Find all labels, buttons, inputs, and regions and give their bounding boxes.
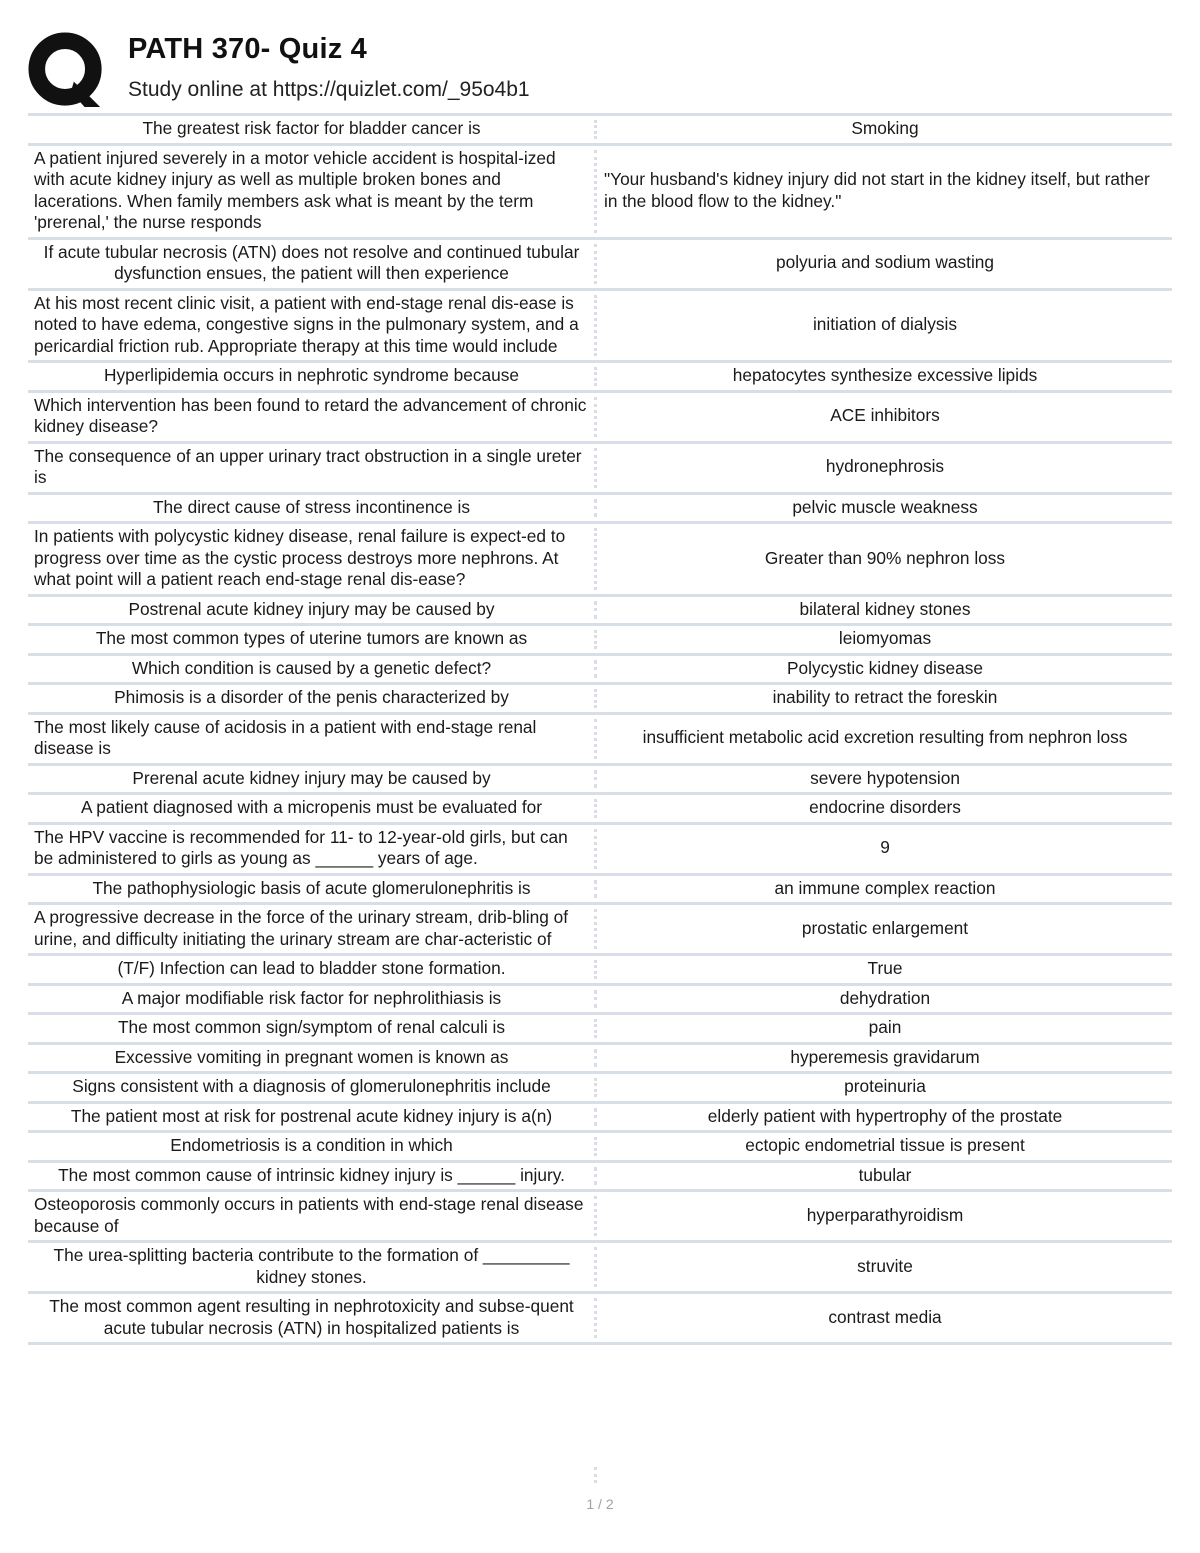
card-definition: tubular [858, 1164, 912, 1185]
card-definition: leiomyomas [838, 628, 932, 648]
card-definition: Greater than 90% nephron loss [764, 547, 1006, 568]
card-definition: endocrine disorders [809, 797, 961, 817]
card-row [28, 626, 1172, 656]
card-term: A patient diagnosed with a micropenis must be evaluated for [80, 797, 543, 817]
card-row [28, 495, 1172, 525]
card-row [28, 1133, 1172, 1163]
card-definition: proteinuria [844, 1076, 926, 1096]
card-row [28, 766, 1172, 796]
card-row [28, 956, 1172, 986]
card-definition: hepatocytes synthesize excessive lipids [732, 365, 1038, 385]
card-row [28, 393, 1172, 444]
card-definition: 9 [880, 837, 890, 858]
card-term: The HPV vaccine is recommended for 11- to 12-year-old girls, but can be administered to girls as young as ______ years of age. [34, 826, 568, 868]
card-row [28, 986, 1172, 1016]
card-row [28, 291, 1172, 364]
card-term: The pathophysiologic basis of acute glomerulonephritis is [92, 877, 531, 898]
page-header [28, 28, 1178, 108]
card-definition: initiation of dialysis [812, 314, 958, 334]
card-row [28, 240, 1172, 291]
card-term: The most likely cause of acidosis in a patient with end-stage renal disease is [34, 716, 537, 758]
card-row [28, 715, 1172, 766]
card-definition: True [867, 958, 903, 978]
card-definition: prostatic enlargement [801, 917, 969, 938]
card-term: (T/F) Infection can lead to bladder stone formation. [117, 958, 506, 978]
card-definition: struvite [857, 1255, 913, 1276]
card-row [28, 597, 1172, 627]
card-definition: "Your husband's kidney injury did not start in the kidney itself, but rather in the blood flow to the kidney." [604, 169, 1150, 211]
card-term: The most common types of uterine tumors are known as [95, 628, 528, 648]
flashcard-table [28, 113, 1172, 1345]
card-term: Postrenal acute kidney injury may be caused by [128, 598, 495, 619]
card-term: The most common sign/symptom of renal calculi is [117, 1017, 506, 1037]
card-row [28, 1015, 1172, 1045]
card-definition: dehydration [839, 987, 931, 1008]
card-row [28, 1104, 1172, 1134]
card-row [28, 1163, 1172, 1193]
study-link-text[interactable]: Study online at https://quizlet.com/_95o4b1 [128, 78, 530, 101]
card-definition: hyperemesis gravidarum [790, 1046, 980, 1067]
card-term: The consequence of an upper urinary tract obstruction in a single ureter is [34, 445, 582, 487]
card-term: The direct cause of stress incontinence is [153, 496, 470, 517]
card-row [28, 685, 1172, 715]
card-term: The patient most at risk for postrenal acute kidney injury is a(n) [70, 1105, 553, 1126]
card-row [28, 146, 1172, 240]
card-term: Which intervention has been found to retard the advancement of chronic kidney disease? [34, 394, 587, 436]
card-definition: inability to retract the foreskin [772, 687, 998, 707]
card-row [28, 825, 1172, 876]
card-row [28, 876, 1172, 906]
card-row [28, 1294, 1172, 1345]
card-term: If acute tubular necrosis (ATN) does not resolve and continued tubular dysfunction ensues, the patient will then experience [43, 241, 580, 283]
card-term: The greatest risk factor for bladder cancer is [142, 118, 481, 138]
card-definition: bilateral kidney stones [799, 598, 971, 619]
card-definition: ACE inhibitors [830, 405, 940, 426]
quizlet-logo-icon [28, 31, 106, 109]
card-definition: pain [868, 1017, 902, 1037]
card-term: Prerenal acute kidney injury may be caused by [132, 767, 491, 788]
card-term: Phimosis is a disorder of the penis characterized by [114, 687, 509, 707]
card-definition: hyperparathyroidism [806, 1204, 964, 1225]
card-term: The most common agent resulting in nephrotoxicity and subse-quent acute tubular necrosis (ATN) in hospitalized patients is [49, 1296, 574, 1338]
card-term: A patient injured severely in a motor vehicle accident is hospital-ized with acute kidney injury as well as multiple broken bones and lacerations. When family members ask what is meant by the term 'prerenal,' the nurse responds [34, 147, 556, 232]
card-row [28, 1192, 1172, 1243]
card-definition: elderly patient with hypertrophy of the prostate [707, 1105, 1063, 1126]
card-term: Which condition is caused by a genetic defect? [131, 657, 492, 678]
card-row [28, 363, 1172, 393]
card-row [28, 116, 1172, 146]
page-indicator: 1 / 2 [586, 1496, 614, 1512]
card-definition: Polycystic kidney disease [787, 657, 983, 678]
card-term: At his most recent clinic visit, a patient with end-stage renal dis-ease is noted to have edema, congestive signs in the pulmonary system, and a pericardial friction rub. Appropriate therapy at this time would include [34, 292, 579, 356]
card-row [28, 795, 1172, 825]
card-term: Endometriosis is a condition in which [170, 1135, 453, 1155]
card-definition: polyuria and sodium wasting [775, 252, 995, 273]
card-term: The most common cause of intrinsic kidney injury is ______ injury. [58, 1164, 565, 1185]
card-definition: an immune complex reaction [774, 877, 996, 898]
column-divider-tail [594, 1467, 601, 1483]
card-definition: ectopic endometrial tissue is present [745, 1135, 1025, 1155]
card-term: In patients with polycystic kidney disease, renal failure is expect-ed to progress over time as the cystic process destroys more nephrons. At what point will a patient reach end-stage renal dis-ease? [34, 526, 566, 589]
card-row [28, 1243, 1172, 1294]
card-row [28, 905, 1172, 956]
card-row [28, 1045, 1172, 1075]
card-term: Hyperlipidemia occurs in nephrotic syndrome because [104, 365, 519, 385]
card-definition: insufficient metabolic acid excretion resulting from nephron loss [642, 727, 1128, 748]
card-row [28, 656, 1172, 686]
card-term: A progressive decrease in the force of the urinary stream, drib-bling of urine, and difficulty initiating the urinary stream are char-acteristic of [34, 907, 569, 949]
card-definition: hydronephrosis [825, 456, 945, 477]
card-term: Osteoporosis commonly occurs in patients with end-stage renal disease because of [34, 1194, 584, 1236]
card-term: Excessive vomiting in pregnant women is known as [114, 1046, 509, 1067]
card-row [28, 444, 1172, 495]
card-definition: contrast media [828, 1306, 942, 1327]
card-row [28, 524, 1172, 597]
card-definition: pelvic muscle weakness [792, 496, 978, 517]
card-term: Signs consistent with a diagnosis of glomerulonephritis include [72, 1076, 551, 1096]
card-definition: severe hypotension [810, 767, 960, 788]
page-title: PATH 370- Quiz 4 [128, 33, 368, 65]
card-definition: Smoking [851, 118, 919, 138]
card-term: The urea-splitting bacteria contribute to the formation of _________ kidney stones. [53, 1245, 570, 1287]
card-row [28, 1074, 1172, 1104]
card-term: A major modifiable risk factor for nephrolithiasis is [121, 987, 502, 1008]
